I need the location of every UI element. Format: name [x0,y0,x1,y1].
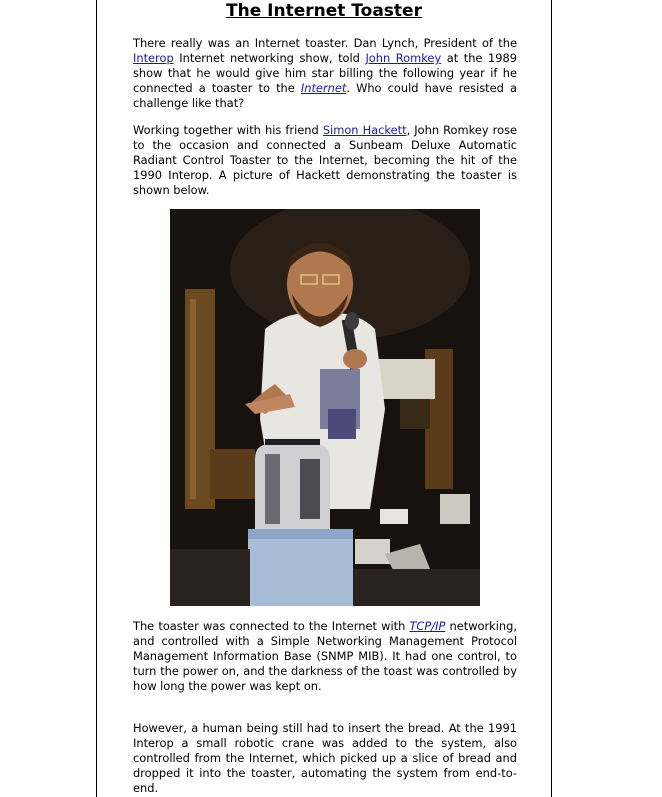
shirt-graphic-letters [328,409,356,439]
person-hand-mic [343,349,367,369]
paragraph-text: networking, and controlled with a Simple Networking Management Protocol Management Information Base (SNMP MIB). It had one control, to turn the power on, and the darkness of the toast was controlled by how long the power was kept on. [133,619,517,693]
paragraph-text: However, a human being still had to insert the bread. At the 1991 Interop a small robotic crane was added to the system, also controlled from the Internet, which picked up a slice of bread and dropped it into the toaster, automating the system from end-to-end. [133,721,517,795]
table-surface [353,569,480,606]
table-item [355,539,390,564]
page-frame [96,0,552,797]
toaster-reflection [265,454,280,524]
chair-left-highlight [190,299,196,499]
chair-left-seat [210,449,255,499]
paragraph-text: at the 1989 show that he would give him star billing the following year if he connected a toaster to the [133,51,517,95]
toaster-dark-side [300,459,320,519]
paragraph-text: The toaster was connected to the Internet with [133,619,410,633]
light-object [375,359,435,399]
paragraph-text: There really was an Internet toaster. Dan Lynch, President of the [133,36,517,50]
paragraph-text: Internet networking show, told [173,51,366,65]
paragraph-text: , John Romkey rose to the occasion and connected a Sunbeam Deluxe Automatic Radiant Control Toaster to the Internet, becoming the hit of the 1990 Interop. A picture of Hackett demonstrating the toaster is shown below. [133,123,518,197]
paragraph-tcpip [133,619,517,694]
photo-illustration [170,209,480,606]
table-item [440,494,470,524]
toaster-base [248,529,353,606]
table-item [380,509,408,524]
toaster-base-top [248,529,353,539]
page-title: The Internet Toaster [226,1,422,21]
paragraph-robot-crane [133,721,517,796]
simon-hackett-link[interactable]: Simon Hackett [322,123,407,137]
paragraph-text: . Who could have resisted a challenge like that? [133,81,517,110]
paragraph-text: Working together with his friend [133,123,323,137]
microphone-head [345,312,359,330]
table-surface [170,549,250,606]
toaster-slot [265,439,320,445]
interop-link[interactable]: Interop [133,51,174,65]
tcpip-link[interactable]: TCP/IP [409,619,446,633]
paragraph-intro [133,36,517,111]
internet-link[interactable]: Internet [300,81,347,95]
paragraph-hackett [133,123,517,198]
toaster-demo-photo [170,209,480,606]
john-romkey-link[interactable]: John Romkey [365,51,442,65]
